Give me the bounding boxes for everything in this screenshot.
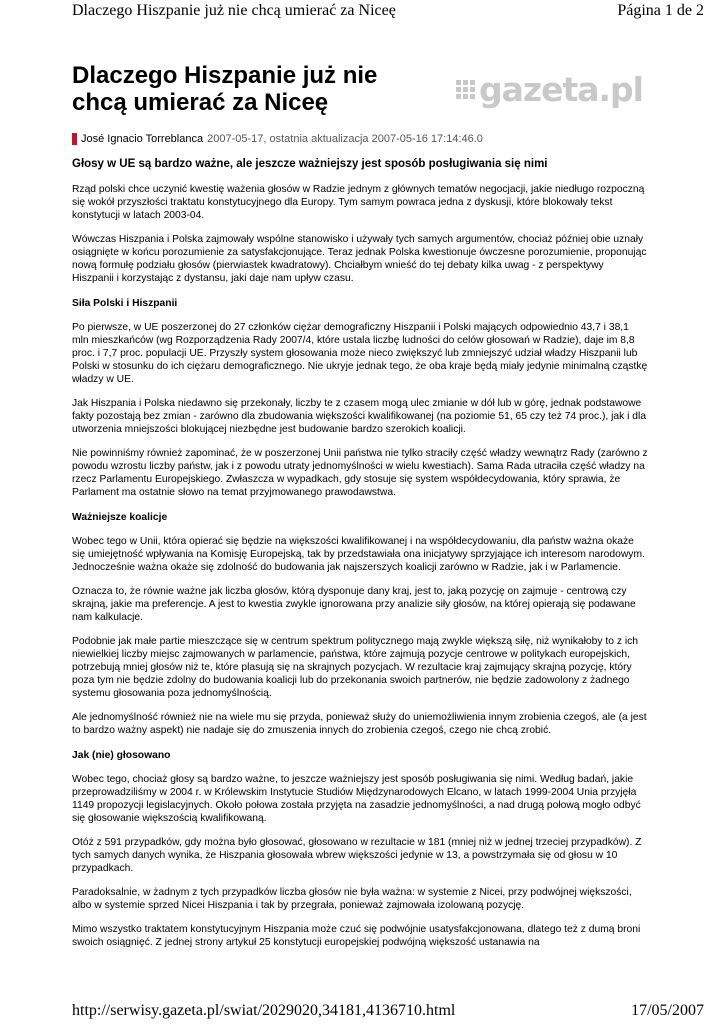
article-lead: Głosy w UE są bardzo ważne, ale jeszcze ważniejszy jest sposób posługiwania się nimi <box>72 158 548 170</box>
paragraph: Otóż z 591 przypadków, gdy można było głosować, głosowano w rezultacie w 181 (mniej niż w jednej trzeciej przypadków). Z tych samych danych wynika, że Hiszpania głosowała wbrew większości jedynie w 13, a powstrzymała się od głosu w 10 przypadkach. <box>72 837 642 874</box>
paragraph: Wówczas Hiszpania i Polska zajmowały wspólne stanowisko i używały tych samych argumentów, chociaż później obie uznały osiągnięte w końcu porozumienie za satysfakcjonujące. Teraz jednak Polska kwestionuje ówczesne porozumienie, proponując nową formułę podziału głosów (pierwiastek kwadratowy). Chciałbym wnieść do tej debaty kilka uwag - z perspektywy Hiszpanii i korzystając z dystansu, jaki daje nam upływ czasu. <box>72 234 647 284</box>
paragraph: Nie powinniśmy również zapominać, że w poszerzonej Unii państwa nie tylko straciły część władzy wewnątrz Rady (zarówno z powodu wzrostu liczby państw, jak i z powodu utraty jednomyślności w wielu kwestiach). Sama Rada utraciła część władzy na rzecz Parlamentu Europejskiego. Zwłaszcza w wypadkach, gdy stosuje się system współdecydowania, który sprawia, że Parlament ma ostatnie słowo na temat przyjmowanego prawodawstwa. <box>72 448 648 498</box>
paragraph: Podobnie jak małe partie mieszczące się w centrum spektrum politycznego mają zwykle większą siłę, niż wynikałoby to z ich niewielkiej liczby miejsc zajmowanych w parlamencie, państwa, które zajmują pozycje centrowe w politykach europejskich, potrzebują mniej głosów niż te, które plasują się na skrajnych pozycjach. W rezultacie kraj zajmujący skrajną pozycję, który poza tym nie będzie zdolny do budowania koalicji lub do przekonania swoich partnerów, nie będzie zadowolony z żadnego systemu głosowania poza jednomyślnością. <box>72 636 638 699</box>
paragraph: Wobec tego, chociaż głosy są bardzo ważne, to jeszcze ważniejszy jest sposób posługiwania się nimi. Według badań, jakie przeprowadziliśmy w 2004 r. w Królewskim Instytucie Studiów Międzynarodowych Elcano, w latach 1999-2004 Unia przyjęła 1149 propozycji legislacyjnych. Około połowa została przyjęta na zasadzie jednomyślności, a nad drugą połową mogło odbyć się głosowanie większością kwalifikowaną. <box>72 774 641 824</box>
paragraph: Wobec tego w Unii, która opierać się będzie na większości kwalifikowanej i na współdecydowaniu, dla państw ważna okaże się umiejętność wpływania na Komisję Europejską, tak by przedstawiała ona inicjatywy sprzyjające ich interesom narodowym. Jednocześnie ważna okaże się zdolność do budowania jak najszerszych koalicji zarówno w Radzie, jak i w Parlamencie. <box>72 536 645 573</box>
header-page-number: Página 1 de 2 <box>617 2 704 19</box>
header-title: Dlaczego Hiszpanie już nie chcą umierać za Niceę <box>72 2 396 19</box>
paragraph: Oznacza to, że równie ważne jak liczba głosów, którą dysponuje dany kraj, jest to, jaką pozycję on zajmuje - centrową czy skrajną, jakie ma preferencje. A jest to kwestia zwykle ignorowana przy analizie siły głosów, na której opierają się podawane nam kalkulacje. <box>72 586 636 623</box>
paragraph: Paradoksalnie, w żadnym z tych przypadków liczba głosów nie była ważna: w systemie z Nicei, przy podwójnej większości, albo w systemie sprzed Nicei Hiszpania i tak by przegrała, ponieważ zajmowała izolowaną pozycję. <box>72 887 632 911</box>
article <box>72 62 648 949</box>
logo-text: gazeta.pl <box>479 70 643 109</box>
author-name: José Ignacio Torreblanca <box>81 133 204 145</box>
publish-date: 2007-05-17, ostatnia aktualizacja 2007-05-16 17:14:46.0 <box>207 133 483 145</box>
article-title: Dlaczego Hiszpanie już nie chcą umierać za Niceę <box>72 62 378 116</box>
section-heading: Ważniejsze koalicje <box>72 512 168 523</box>
section-heading: Siła Polski i Hiszpanii <box>72 298 178 309</box>
gazeta-logo <box>456 70 643 109</box>
print-header <box>0 0 724 22</box>
section-heading: Jak (nie) głosowano <box>72 750 171 761</box>
footer-date: 17/05/2007 <box>631 1002 704 1019</box>
footer-url[interactable]: http://serwisy.gazeta.pl/swiat/2029020,34181,4136710.html <box>72 1002 456 1019</box>
logo-dots-icon <box>456 80 475 99</box>
paragraph: Po pierwsze, w UE poszerzonej do 27 członków ciężar demograficzny Hiszpanii i Polski mających odpowiednio 43,7 i 38,1 mln mieszkańców (wg Rozporządzenia Rady 2007/4, które ustala liczbę ludności do celów głosowań w Radzie), daje im 8,8 proc. i 7,7 proc. populacji UE. Przyszły system głosowania może nieco zwiększyć lub zmniejszyć udział władzy Hiszpanii lub Polski w stosunku do ich ciężaru demograficznego. Nie ukryje jednak tego, że oba kraje będą miały jedynie minimalną cząstkę władzy w UE. <box>72 322 648 385</box>
paragraph: Mimo wszystko traktatem konstytucyjnym Hiszpania może czuć się podwójnie usatysfakcjonowana, dlatego też z dumą broni swoich osiągnięć. Z jednej strony artykuł 25 konstytucji europejskiej podwójną większość ustanawia na <box>72 924 641 948</box>
print-footer <box>0 1000 724 1024</box>
paragraph: Ale jednomyślność również nie na wiele mu się przyda, ponieważ służy do uniemożliwienia innym zrobienia czegoś, ale (a jest to bardzo ważny aspekt) nie nadaje się do zmuszenia innych do zrobienia czegoś, czego nie chcą zrobić. <box>72 712 647 736</box>
paragraph: Jak Hiszpania i Polska niedawno się przekonały, liczby te z czasem mogą ulec zmianie w dół lub w górę, jednak podstawowe fakty pozostają bez zmian - zarówno dla zbudowania większości kwalifikowanej (na poziomie 51, 65 czy też 74 proc.), jak i dla utworzenia mniejszości blokującej niezbędne jest budowanie bardzo szerokich koalicji. <box>72 398 647 435</box>
author-marker-icon <box>72 133 77 145</box>
byline <box>72 132 648 146</box>
paragraph: Rząd polski chce uczynić kwestię ważenia głosów w Radzie jednym z głównych tematów negocjacji, jakie niedługo rozpoczną się wokół przyszłości traktatu konstytucyjnego dla Europy. Tym samym powraca jedna z dyskusji, które blokowały tekst konstytucji w latach 2003-04. <box>72 184 645 221</box>
